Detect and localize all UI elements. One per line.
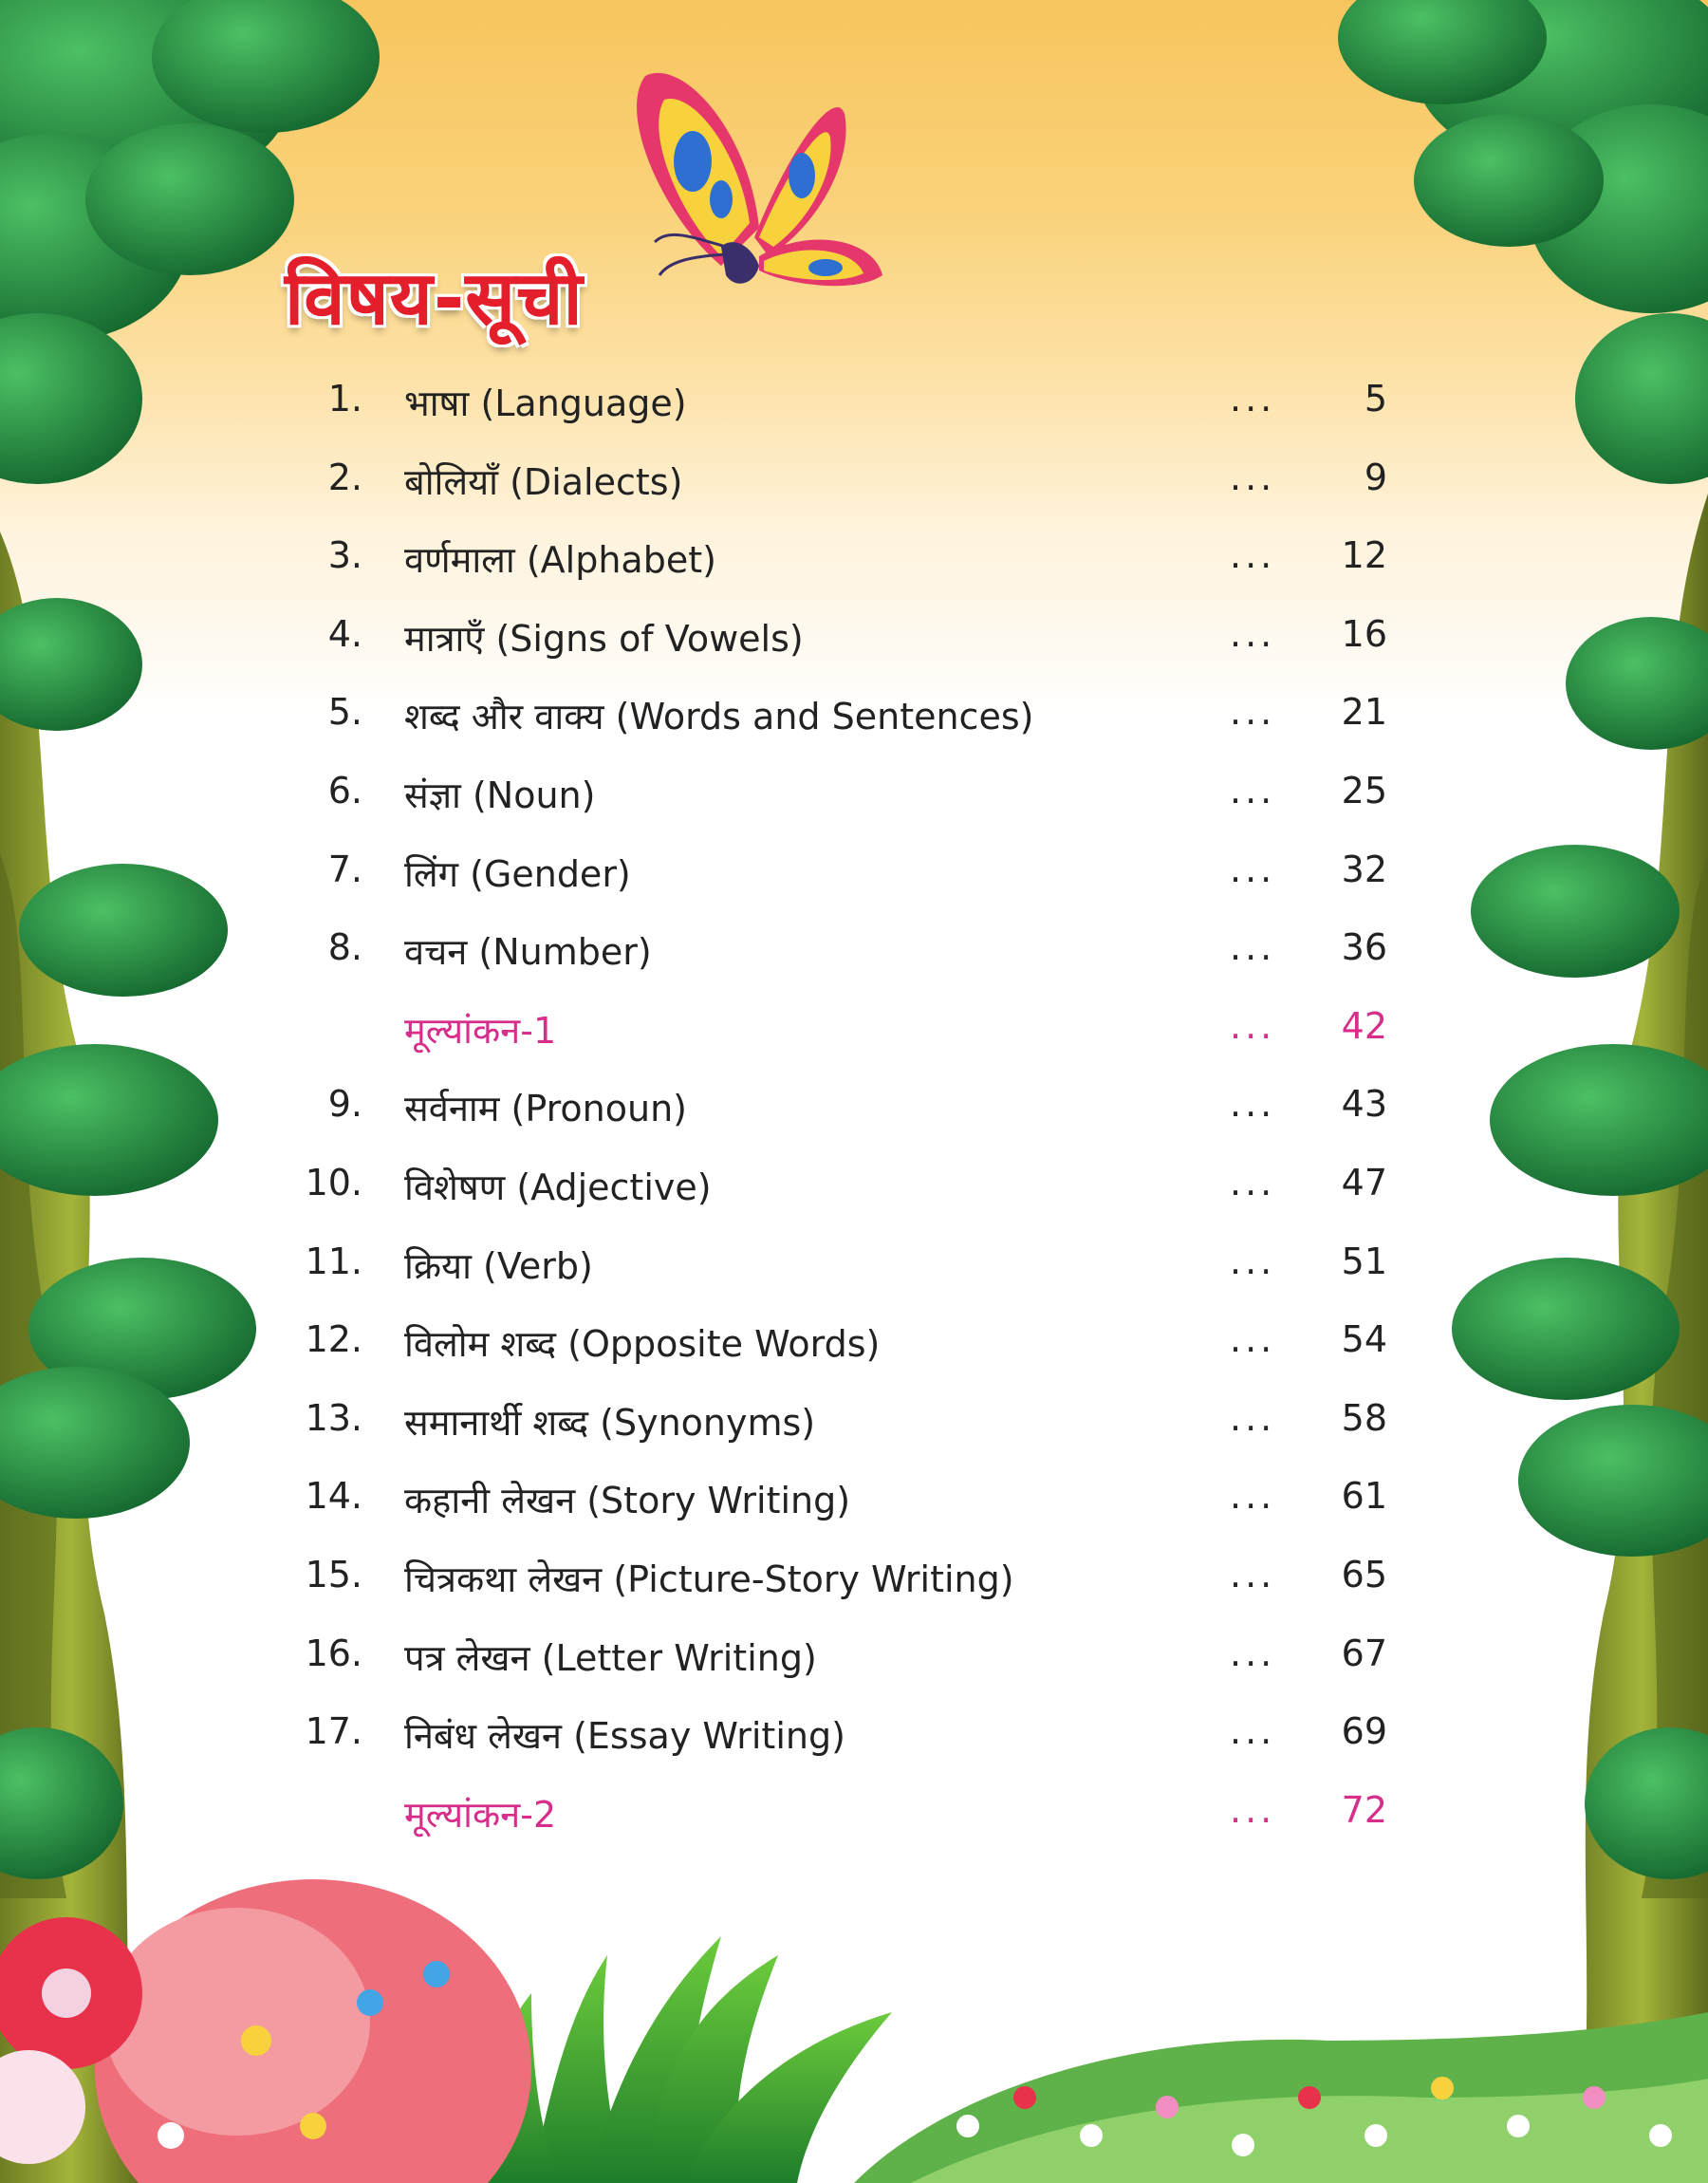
toc-title: पत्र लेखन (Letter Writing): [404, 1636, 817, 1679]
toc-title: विलोम शब्द (Opposite Words): [404, 1323, 881, 1366]
toc-title: मूल्यांकन-1: [404, 1009, 557, 1052]
toc-title: क्रिया (Verb): [404, 1244, 593, 1287]
toc-number: 14.: [305, 1475, 362, 1518]
toc-title: निबंध लेखन (Essay Writing): [404, 1715, 845, 1758]
toc-number: 11.: [305, 1240, 362, 1282]
toc-row[interactable]: [0, 1633, 1708, 1689]
toc-title: समानार्थी शब्द (Synonyms): [404, 1401, 816, 1444]
toc-leader: ...: [1230, 926, 1276, 969]
toc-title: सर्वनाम (Pronoun): [404, 1088, 687, 1130]
toc-row[interactable]: [0, 770, 1708, 827]
toc-row[interactable]: [0, 534, 1708, 591]
toc-leader: ...: [1230, 1554, 1276, 1595]
toc-row[interactable]: [0, 1083, 1708, 1140]
toc-page-number: 5: [1364, 378, 1387, 420]
toc-number: 17.: [305, 1710, 362, 1753]
toc-leader: ...: [1230, 1632, 1276, 1674]
toc-row[interactable]: [0, 691, 1708, 748]
toc-page-number: 43: [1341, 1083, 1387, 1126]
toc-title: कहानी लेखन (Story Writing): [404, 1480, 851, 1522]
toc-title: बोलियाँ (Dialects): [404, 460, 683, 503]
toc-title: संज्ञा (Noun): [404, 774, 596, 816]
toc-row[interactable]: [0, 1710, 1708, 1767]
toc-number: 10.: [305, 1162, 362, 1203]
toc-row[interactable]: [0, 613, 1708, 670]
toc-leader: ...: [1230, 612, 1276, 655]
toc-row[interactable]: [0, 457, 1708, 513]
toc-page-number: 58: [1341, 1396, 1387, 1439]
butterfly-illustration: [637, 73, 882, 286]
toc-title: शब्द और वाक्य (Words and Sentences): [404, 696, 1034, 738]
toc-leader: ...: [1230, 1004, 1276, 1047]
toc-page-number: 32: [1341, 848, 1387, 890]
toc-row[interactable]: [0, 849, 1708, 905]
toc-page-number: 16: [1341, 612, 1387, 655]
toc-leader: ...: [1230, 378, 1276, 420]
toc-number: 15.: [305, 1554, 362, 1595]
toc-page-number: 65: [1341, 1554, 1387, 1595]
toc-page-number: 12: [1341, 534, 1387, 577]
toc-assessment-row[interactable]: [0, 1005, 1708, 1062]
toc-page-number: 42: [1341, 1004, 1387, 1047]
toc-title: विशेषण (Adjective): [404, 1166, 712, 1208]
toc-page-number: 51: [1341, 1240, 1387, 1282]
toc-leader: ...: [1230, 691, 1276, 734]
toc-title: लिंग (Gender): [404, 852, 631, 895]
toc-title: वर्णमाला (Alphabet): [404, 539, 716, 582]
toc-page-number: 54: [1341, 1318, 1387, 1361]
toc-row[interactable]: [0, 1318, 1708, 1375]
toc-leader: ...: [1230, 1162, 1276, 1203]
toc-title: चित्रकथा लेखन (Picture-Story Writing): [404, 1558, 1014, 1600]
toc-number: 1.: [327, 378, 362, 420]
toc-number: 12.: [305, 1318, 362, 1361]
toc-leader: ...: [1230, 770, 1276, 812]
toc-page-number: 61: [1341, 1475, 1387, 1518]
toc-row[interactable]: [0, 378, 1708, 435]
toc-number: 8.: [327, 926, 362, 969]
toc-leader: ...: [1230, 1240, 1276, 1282]
toc-row[interactable]: [0, 926, 1708, 983]
toc-assessment-row[interactable]: [0, 1789, 1708, 1846]
toc-row[interactable]: [0, 1241, 1708, 1297]
toc-row[interactable]: [0, 1397, 1708, 1454]
toc-leader: ...: [1230, 1318, 1276, 1361]
toc-number: 13.: [305, 1396, 362, 1439]
toc-number: 7.: [327, 848, 362, 890]
toc-number: 6.: [327, 770, 362, 812]
toc-page-number: 36: [1341, 926, 1387, 969]
toc-title: मात्राएँ (Signs of Vowels): [404, 617, 804, 660]
toc-row[interactable]: [0, 1162, 1708, 1219]
toc-number: 9.: [327, 1083, 362, 1126]
toc-page-number: 21: [1341, 691, 1387, 734]
toc-page-number: 25: [1341, 770, 1387, 812]
toc-number: 5.: [327, 691, 362, 734]
toc-leader: ...: [1230, 534, 1276, 577]
toc-leader: ...: [1230, 1083, 1276, 1126]
toc-row[interactable]: [0, 1554, 1708, 1611]
toc-number: 16.: [305, 1632, 362, 1674]
toc-page-number: 67: [1341, 1632, 1387, 1674]
page-title: विषय-सूची: [285, 256, 584, 342]
toc-number: 3.: [327, 534, 362, 577]
toc-title: भाषा (Language): [404, 382, 687, 424]
toc-title: मूल्यांकन-2: [404, 1793, 557, 1836]
toc-title: वचन (Number): [404, 931, 652, 974]
bottom-foliage: [0, 1879, 1708, 2183]
toc-number: 2.: [327, 456, 362, 498]
toc-page-number: 72: [1341, 1788, 1387, 1831]
toc-page-number: 9: [1364, 456, 1387, 498]
toc-leader: ...: [1230, 848, 1276, 890]
toc-page-number: 47: [1341, 1162, 1387, 1203]
toc-number: 4.: [327, 612, 362, 655]
toc-leader: ...: [1230, 1396, 1276, 1439]
toc-leader: ...: [1230, 456, 1276, 498]
toc-leader: ...: [1230, 1788, 1276, 1831]
toc-page-number: 69: [1341, 1710, 1387, 1753]
toc-leader: ...: [1230, 1475, 1276, 1518]
toc-leader: ...: [1230, 1710, 1276, 1753]
toc-row[interactable]: [0, 1475, 1708, 1532]
